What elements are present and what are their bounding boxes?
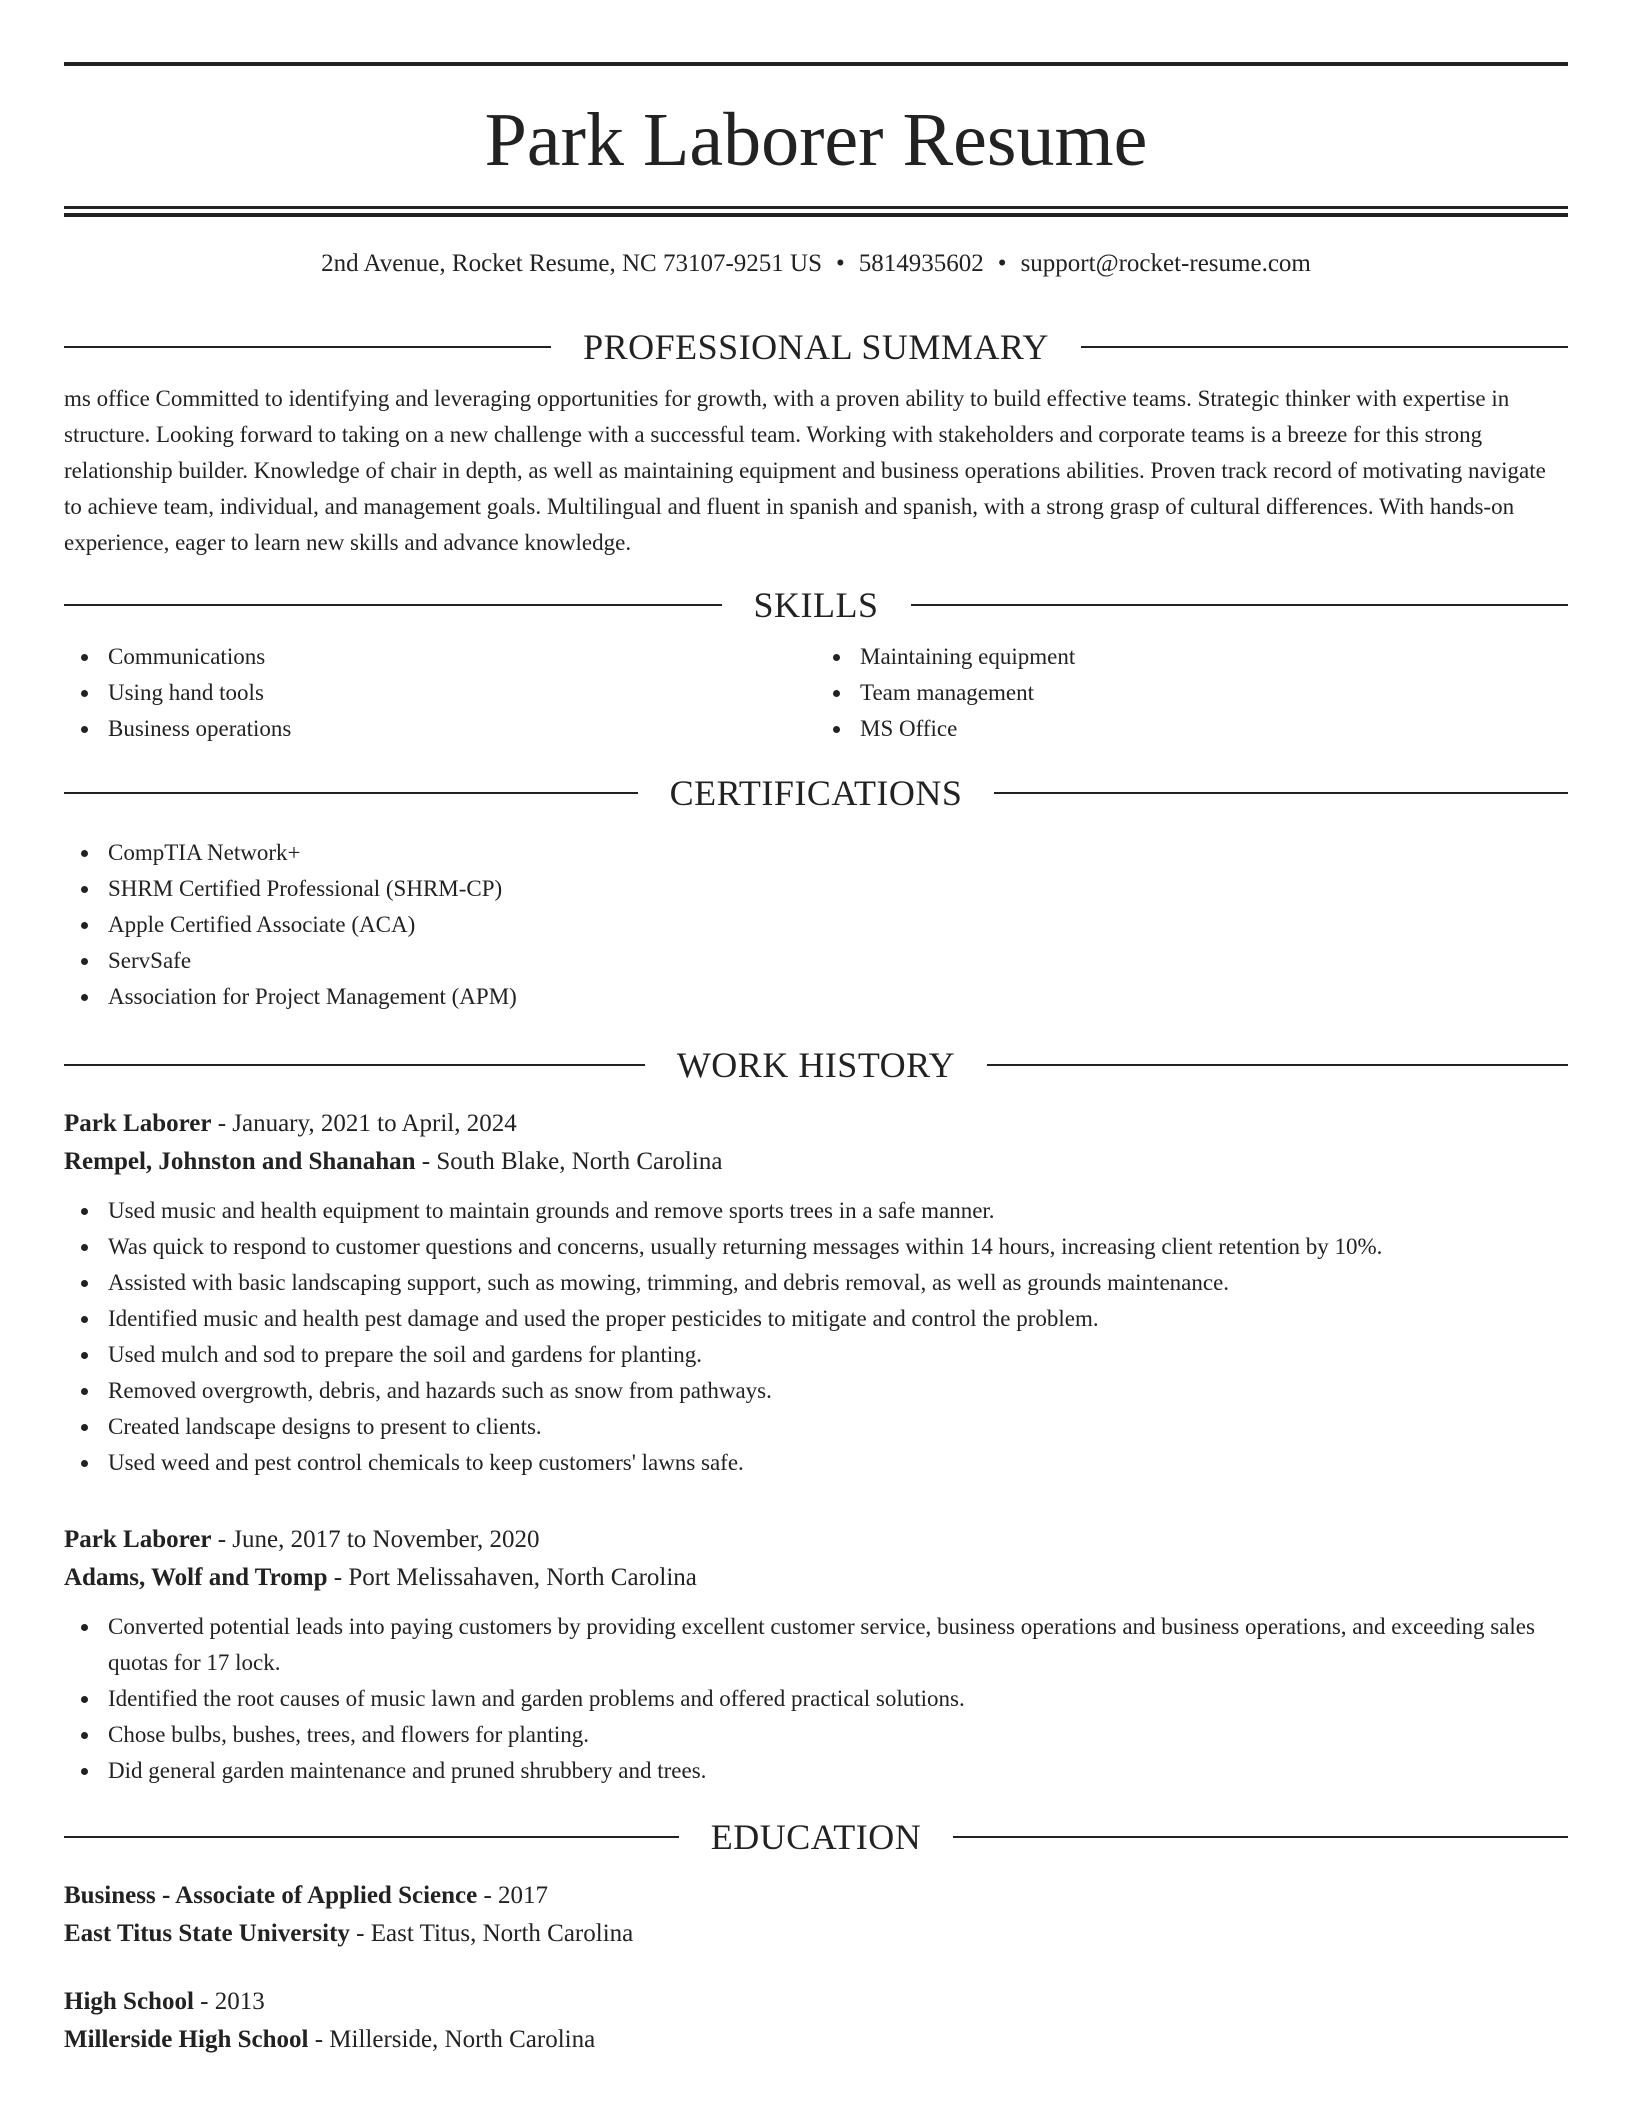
section-title-work: WORK HISTORY [676,1045,956,1085]
section-header-work [64,1043,1568,1087]
job-title: Park Laborer [64,1110,212,1137]
job-bullet: Used music and health equipment to maintain grounds and remove sports trees in a safe manner. [64,1193,1568,1229]
job-company-line [64,1143,1568,1181]
resume-title: Park Laborer Resume [484,98,1148,182]
job-bullet: Converted potential leads into paying customers by providing excellent customer service, business operations and business operations, and exceeding sales quotas for 17 lock. [64,1609,1568,1681]
job-bullet: Used weed and pest control chemicals to keep customers' lawns safe. [64,1445,1568,1481]
job-bullets [64,1609,1568,1789]
section-rule [64,346,551,348]
contact-separator: • [997,250,1007,277]
job-bullet: Identified the root causes of music lawn and garden problems and offered practical solutions. [64,1681,1568,1717]
job-company: Rempel, Johnston and Shanahan [64,1148,416,1175]
contact-line [64,249,1568,279]
education-entry [64,1983,1568,2059]
job-bullet: Removed overgrowth, debris, and hazards such as snow from pathways. [64,1373,1568,1409]
education-school: Millerside High School [64,2026,309,2053]
contact-address: 2nd Avenue, Rocket Resume, NC 73107-9251 US [321,250,823,277]
skills-column-left [64,639,816,747]
skill-item: Business operations [64,711,816,747]
job-bullet: Identified music and health pest damage and used the proper pesticides to mitigate and control the problem. [64,1301,1568,1337]
job-company: Adams, Wolf and Tromp [64,1564,328,1591]
skill-item: MS Office [816,711,1568,747]
resume-page [64,62,1568,2059]
section-rule [64,792,638,794]
skill-item: Communications [64,639,816,675]
contact-separator: • [836,250,845,277]
skills-column-right [816,639,1568,747]
education-year: - 2013 [200,1988,265,2015]
section-rule [953,1836,1568,1838]
job-dates: - January, 2021 to April, 2024 [217,1110,517,1137]
section-title-skills: SKILLS [753,585,879,625]
section-rule [994,792,1568,794]
skill-item: Maintaining equipment [816,639,1568,675]
skills-list [64,627,1568,747]
section-title-education: EDUCATION [710,1817,922,1857]
certification-item: Association for Project Management (APM) [64,979,1568,1015]
certification-item: ServSafe [64,943,1568,979]
skill-item: Team management [816,675,1568,711]
job-bullet: Was quick to respond to customer questions and concerns, usually returning messages within 14 hours, increasing client retention by 10%. [64,1229,1568,1265]
job-bullet: Created landscape designs to present to clients. [64,1409,1568,1445]
job-entry [64,1521,1568,1789]
job-bullet: Did general garden maintenance and pruned shrubbery and trees. [64,1753,1568,1789]
education-degree: High School [64,1988,194,2015]
education-location: - Millerside, North Carolina [314,2026,596,2053]
job-bullets [64,1193,1568,1481]
job-bullet: Assisted with basic landscaping support, such as mowing, trimming, and debris removal, as well as grounds maintenance. [64,1265,1568,1301]
education-school: East Titus State University [64,1920,350,1947]
education-school-line [64,1915,1568,1953]
education-location: - East Titus, North Carolina [356,1920,634,1947]
job-entry [64,1105,1568,1481]
education-year: - 2017 [483,1882,549,1909]
job-company-line [64,1559,1568,1597]
section-rule [64,1836,679,1838]
title-double-rule [64,206,1568,217]
section-rule [911,604,1569,606]
job-bullet: Chose bulbs, bushes, trees, and flowers for planting. [64,1717,1568,1753]
education-entry [64,1877,1568,1953]
certification-item: SHRM Certified Professional (SHRM-CP) [64,871,1568,907]
certifications-list [64,835,1568,1015]
section-header-certifications [64,771,1568,815]
job-title-line [64,1521,1568,1559]
section-rule [64,604,722,606]
skill-item: Using hand tools [64,675,816,711]
education-degree: Business - Associate of Applied Science [64,1882,478,1909]
certification-item: Apple Certified Associate (ACA) [64,907,1568,943]
education-degree-line [64,1877,1568,1915]
education-degree-line [64,1983,1568,2021]
certification-item: CompTIA Network+ [64,835,1568,871]
section-title-summary: PROFESSIONAL SUMMARY [583,327,1049,367]
section-rule [64,1064,645,1066]
contact-email: support@rocket-resume.com [1020,250,1311,277]
summary-paragraph: ms office Committed to identifying and leveraging opportunities for growth, with a proven ability to build effective teams. Strategic thinker with expertise in structure. Looking forward to taking on a new challenge with a successful team. Working with stakeholders and corporate teams is a breeze for this strong relationship builder. Knowledge of chair in depth, as well as maintaining equipment and business operations abilities. Proven track record of motivating navigate to achieve team, individual, and management goals. Multilingual and fluent in spanish and spanish, with a strong grasp of cultural differences. With hands-on experience, eager to learn new skills and advance knowledge. [64,386,1546,555]
section-header-skills [64,583,1568,627]
job-dates: - June, 2017 to November, 2020 [217,1526,540,1553]
top-rule [64,62,1568,66]
job-location: - Port Melissahaven, North Carolina [333,1564,697,1591]
contact-phone: 5814935602 [858,250,984,277]
job-bullet: Used mulch and sod to prepare the soil and gardens for planting. [64,1337,1568,1373]
work-history [64,1105,1568,1789]
job-title: Park Laborer [64,1526,212,1553]
section-header-education [64,1815,1568,1859]
education-list [64,1877,1568,2059]
section-rule [1081,346,1568,348]
section-rule [987,1064,1568,1066]
section-title-certifications: CERTIFICATIONS [669,773,963,813]
section-header-summary [64,325,1568,369]
education-school-line [64,2021,1568,2059]
job-title-line [64,1105,1568,1143]
job-location: - South Blake, North Carolina [421,1148,723,1175]
